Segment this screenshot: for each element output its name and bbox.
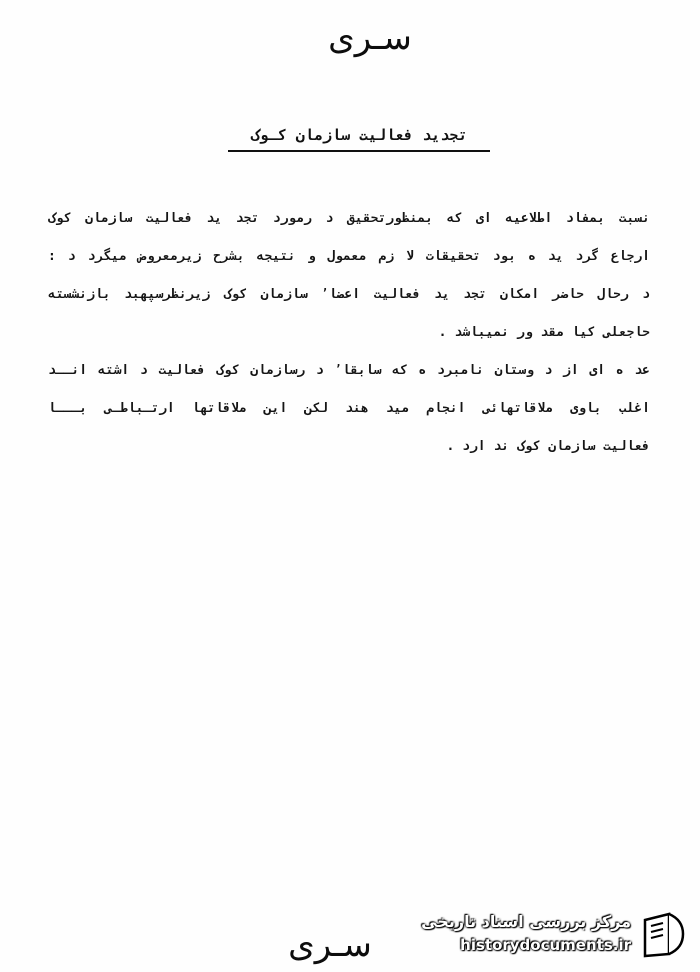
classification-stamp-top: سـرى xyxy=(328,18,412,58)
body-line: عد ه ای از د وستان نامبرد ه که سابقا٬ د رسازمان کوک فعالیت د اشته انــد xyxy=(48,363,650,378)
document-title: تجدید فعالیت سازمان کـوک xyxy=(228,126,490,152)
body-line: ارجاع گرد ید ه بود تحقیقات لا زم معمول و نتیجه بشرح زیرمعروض میگرد د : xyxy=(48,249,650,264)
body-line: فعالیت سازمان کوک ند ارد . xyxy=(446,439,650,454)
watermark-title: مرکز بررسی اسناد تاریخی xyxy=(421,912,631,931)
body-line: نسبت بمفاد اطلاعیه ای که بمنظورتحقیق د رمورد تجد ید فعالیت سازمان کوک xyxy=(48,211,650,226)
watermark-url: historydocuments.ir xyxy=(460,936,631,954)
archive-logo-icon xyxy=(639,910,689,960)
watermark xyxy=(408,908,693,964)
body-line: د رحال حاضر امکان تجد ید فعالیت اعضا٬ سازمان کوک زیرنظرسپهبد بازنشسته xyxy=(48,287,650,302)
classification-stamp-bottom: سـرى xyxy=(288,925,372,965)
body-line: اغلب باوی ملاقاتهائی انجام مید هند لکن این ملاقاتها ارتـباطـی بـــا xyxy=(48,401,650,416)
body-line: حاجعلی کیا مقد ور نمیباشد . xyxy=(438,325,650,340)
document-body xyxy=(48,200,650,466)
